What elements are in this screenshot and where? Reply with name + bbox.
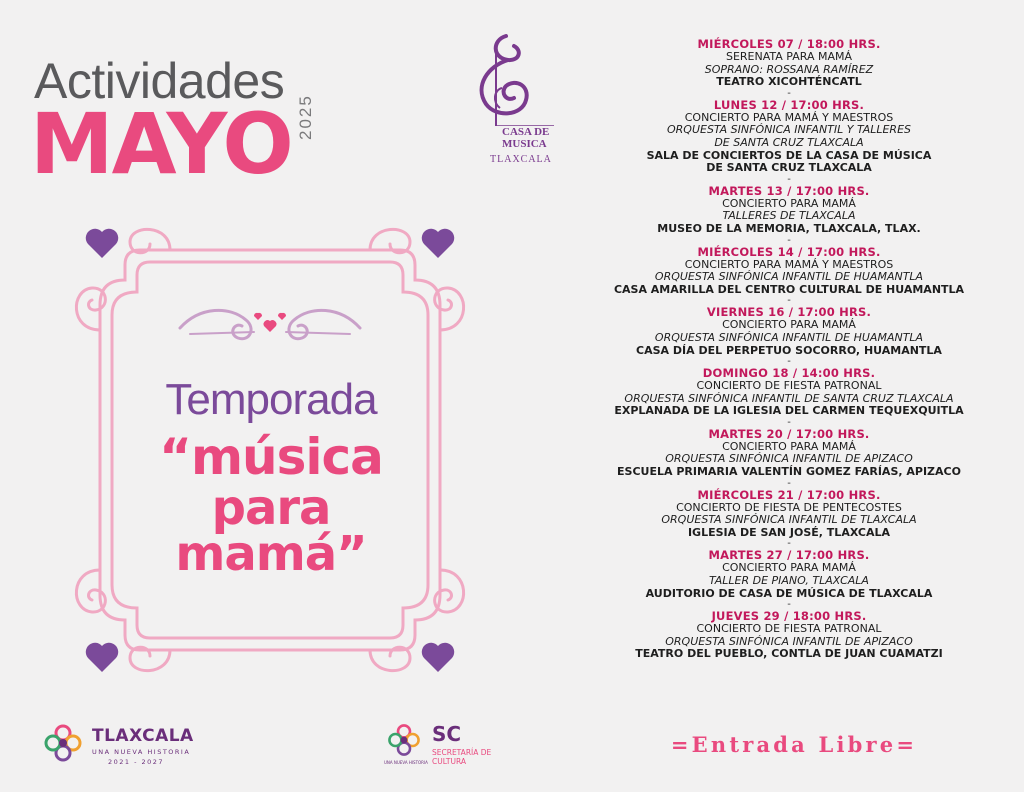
event-item	[604, 38, 974, 99]
event-venue: CASA DÍA DEL PERPETUO SOCORRO, HUAMANTLA	[636, 343, 942, 357]
tlaxcala-years: 2021 - 2027	[108, 758, 165, 766]
sc-line2: CULTURA	[432, 757, 466, 766]
event-venue: CASA AMARILLA DEL CENTRO CULTURAL DE HUAMANTLA	[613, 282, 965, 296]
logo-tlaxcala: TLAXCALA	[490, 154, 552, 165]
event-performer: TALLERES DE TLAXCALA	[722, 209, 856, 223]
heart-icon	[86, 229, 118, 258]
event-title: CONCIERTO PARA MAMÁ	[722, 318, 856, 332]
sc-abbreviation: SC	[432, 722, 462, 746]
event-venue: SALA DE CONCIERTOS DE LA CASA DE MÚSICA	[646, 148, 932, 162]
event-date: MARTES 20 / 17:00 HRS.	[708, 426, 870, 441]
event-performer: DE SANTA CRUZ TLAXCALA	[714, 135, 864, 149]
logo-musica: MUSICA	[502, 138, 547, 150]
event-venue: AUDITORIO DE CASA DE MÚSICA DE TLAXCALA	[645, 586, 933, 600]
event-date: MARTES 13 / 17:00 HRS.	[708, 183, 870, 198]
tlaxcala-name: TLAXCALA	[92, 726, 194, 746]
title-actividades: Actividades	[34, 53, 285, 109]
event-separator: -	[787, 87, 791, 99]
event-item	[604, 549, 974, 610]
event-separator: -	[787, 234, 791, 246]
event-performer: ORQUESTA SINFÓNICA INFANTIL DE TLAXCALA	[661, 513, 917, 527]
event-venue: MUSEO DE LA MEMORIA, TLAXCALA, TLAX.	[657, 221, 921, 235]
feature-mama: mamá”	[175, 526, 367, 582]
event-item	[604, 99, 974, 185]
event-performer: ORQUESTA SINFÓNICA INFANTIL Y TALLERES	[666, 123, 912, 137]
events-list	[604, 38, 974, 661]
event-item	[604, 610, 974, 661]
event-title: CONCIERTO PARA MAMÁ	[722, 561, 856, 575]
event-performer: ORQUESTA SINFÓNICA INFANTIL DE HUAMANTLA	[654, 270, 924, 284]
flower-emblem-icon	[384, 722, 424, 758]
heart-icon	[86, 643, 118, 672]
event-title: CONCIERTO PARA MAMÁ	[722, 196, 856, 210]
event-separator: -	[787, 599, 791, 611]
event-performer: ORQUESTA SINFÓNICA INFANTIL DE APIZACO	[665, 634, 913, 648]
title-mayo: MAYO	[30, 95, 292, 193]
event-title: CONCIERTO DE FIESTA PATRONAL	[696, 622, 882, 636]
event-title: SERENATA PARA MAMÁ	[725, 50, 853, 63]
feature-musica: “música	[159, 428, 383, 486]
event-date: MIÉRCOLES 07 / 18:00 HRS.	[697, 37, 881, 51]
event-separator: -	[787, 295, 791, 307]
feature-temporada: Temporada	[165, 375, 377, 424]
event-item	[604, 306, 974, 367]
event-date: DOMINGO 18 / 14:00 HRS.	[702, 366, 876, 381]
event-title: CONCIERTO PARA MAMÁ Y MAESTROS	[684, 110, 894, 124]
heart-icon	[422, 643, 454, 672]
treble-clef-icon	[462, 30, 562, 126]
event-separator: -	[787, 477, 791, 489]
event-item	[604, 185, 974, 246]
event-performer: SOPRANO: ROSSANA RAMÍREZ	[704, 62, 874, 76]
event-venue: ESCUELA PRIMARIA VALENTÍN GOMEZ FARÍAS, APIZACO	[617, 465, 961, 479]
entrada-libre: =Entrada Libre=	[670, 732, 918, 757]
sc-line1: SECRETARÍA DE	[432, 748, 492, 757]
event-date: MIÉRCOLES 14 / 17:00 HRS.	[697, 244, 881, 259]
event-performer: ORQUESTA SINFÓNICA INFANTIL DE APIZACO	[665, 452, 913, 466]
event-date: LUNES 12 / 17:00 HRS.	[713, 97, 865, 112]
event-performer: TALLER DE PIANO, TLAXCALA	[709, 574, 869, 588]
event-separator: -	[787, 538, 791, 550]
title-year: 2025	[296, 94, 315, 140]
event-date: JUEVES 29 / 18:00 HRS.	[711, 609, 867, 624]
event-item	[604, 428, 974, 489]
heart-icon	[422, 229, 454, 258]
event-date: MIÉRCOLES 21 / 17:00 HRS.	[697, 487, 881, 502]
event-venue: DE SANTA CRUZ TLAXCALA	[706, 161, 872, 175]
event-venue: IGLESIA DE SAN JOSÉ, TLAXCALA	[687, 525, 891, 539]
event-item	[604, 367, 974, 428]
event-item	[604, 246, 974, 307]
event-item	[604, 489, 974, 550]
event-venue: TEATRO XICOHTÉNCATL	[716, 75, 862, 89]
casa-de-musica-logo	[462, 30, 562, 170]
event-venue: TEATRO DEL PUEBLO, CONTLA DE JUAN CUAMATZI	[635, 647, 943, 661]
secretaria-cultura-logo	[384, 722, 504, 772]
event-performer: ORQUESTA SINFÓNICA INFANTIL DE SANTA CRUZ TLAXCALA	[624, 391, 954, 405]
event-separator: -	[787, 173, 791, 185]
tlaxcala-subtitle: UNA NUEVA HISTORIA	[92, 748, 191, 756]
feature-para: para	[211, 480, 331, 536]
event-date: MARTES 27 / 17:00 HRS.	[708, 548, 870, 563]
sc-tagline: UNA NUEVA HISTORIA	[384, 760, 428, 765]
event-date: VIERNES 16 / 17:00 HRS.	[706, 305, 872, 320]
event-separator: -	[787, 356, 791, 368]
event-title: CONCIERTO DE FIESTA PATRONAL	[696, 379, 882, 393]
event-venue: EXPLANADA DE LA IGLESIA DEL CARMEN TEQUEXQUITLA	[614, 404, 964, 418]
event-performer: ORQUESTA SINFÓNICA INFANTIL DE HUAMANTLA	[654, 330, 924, 344]
event-title: CONCIERTO DE FIESTA DE PENTECOSTES	[676, 500, 902, 514]
event-separator: -	[787, 416, 791, 428]
tlaxcala-logo	[42, 722, 212, 772]
logo-casa-de: CASA DE	[502, 126, 550, 138]
event-title: CONCIERTO PARA MAMÁ	[722, 439, 856, 453]
flower-emblem-icon	[42, 722, 84, 764]
event-title: CONCIERTO PARA MAMÁ Y MAESTROS	[684, 257, 894, 271]
